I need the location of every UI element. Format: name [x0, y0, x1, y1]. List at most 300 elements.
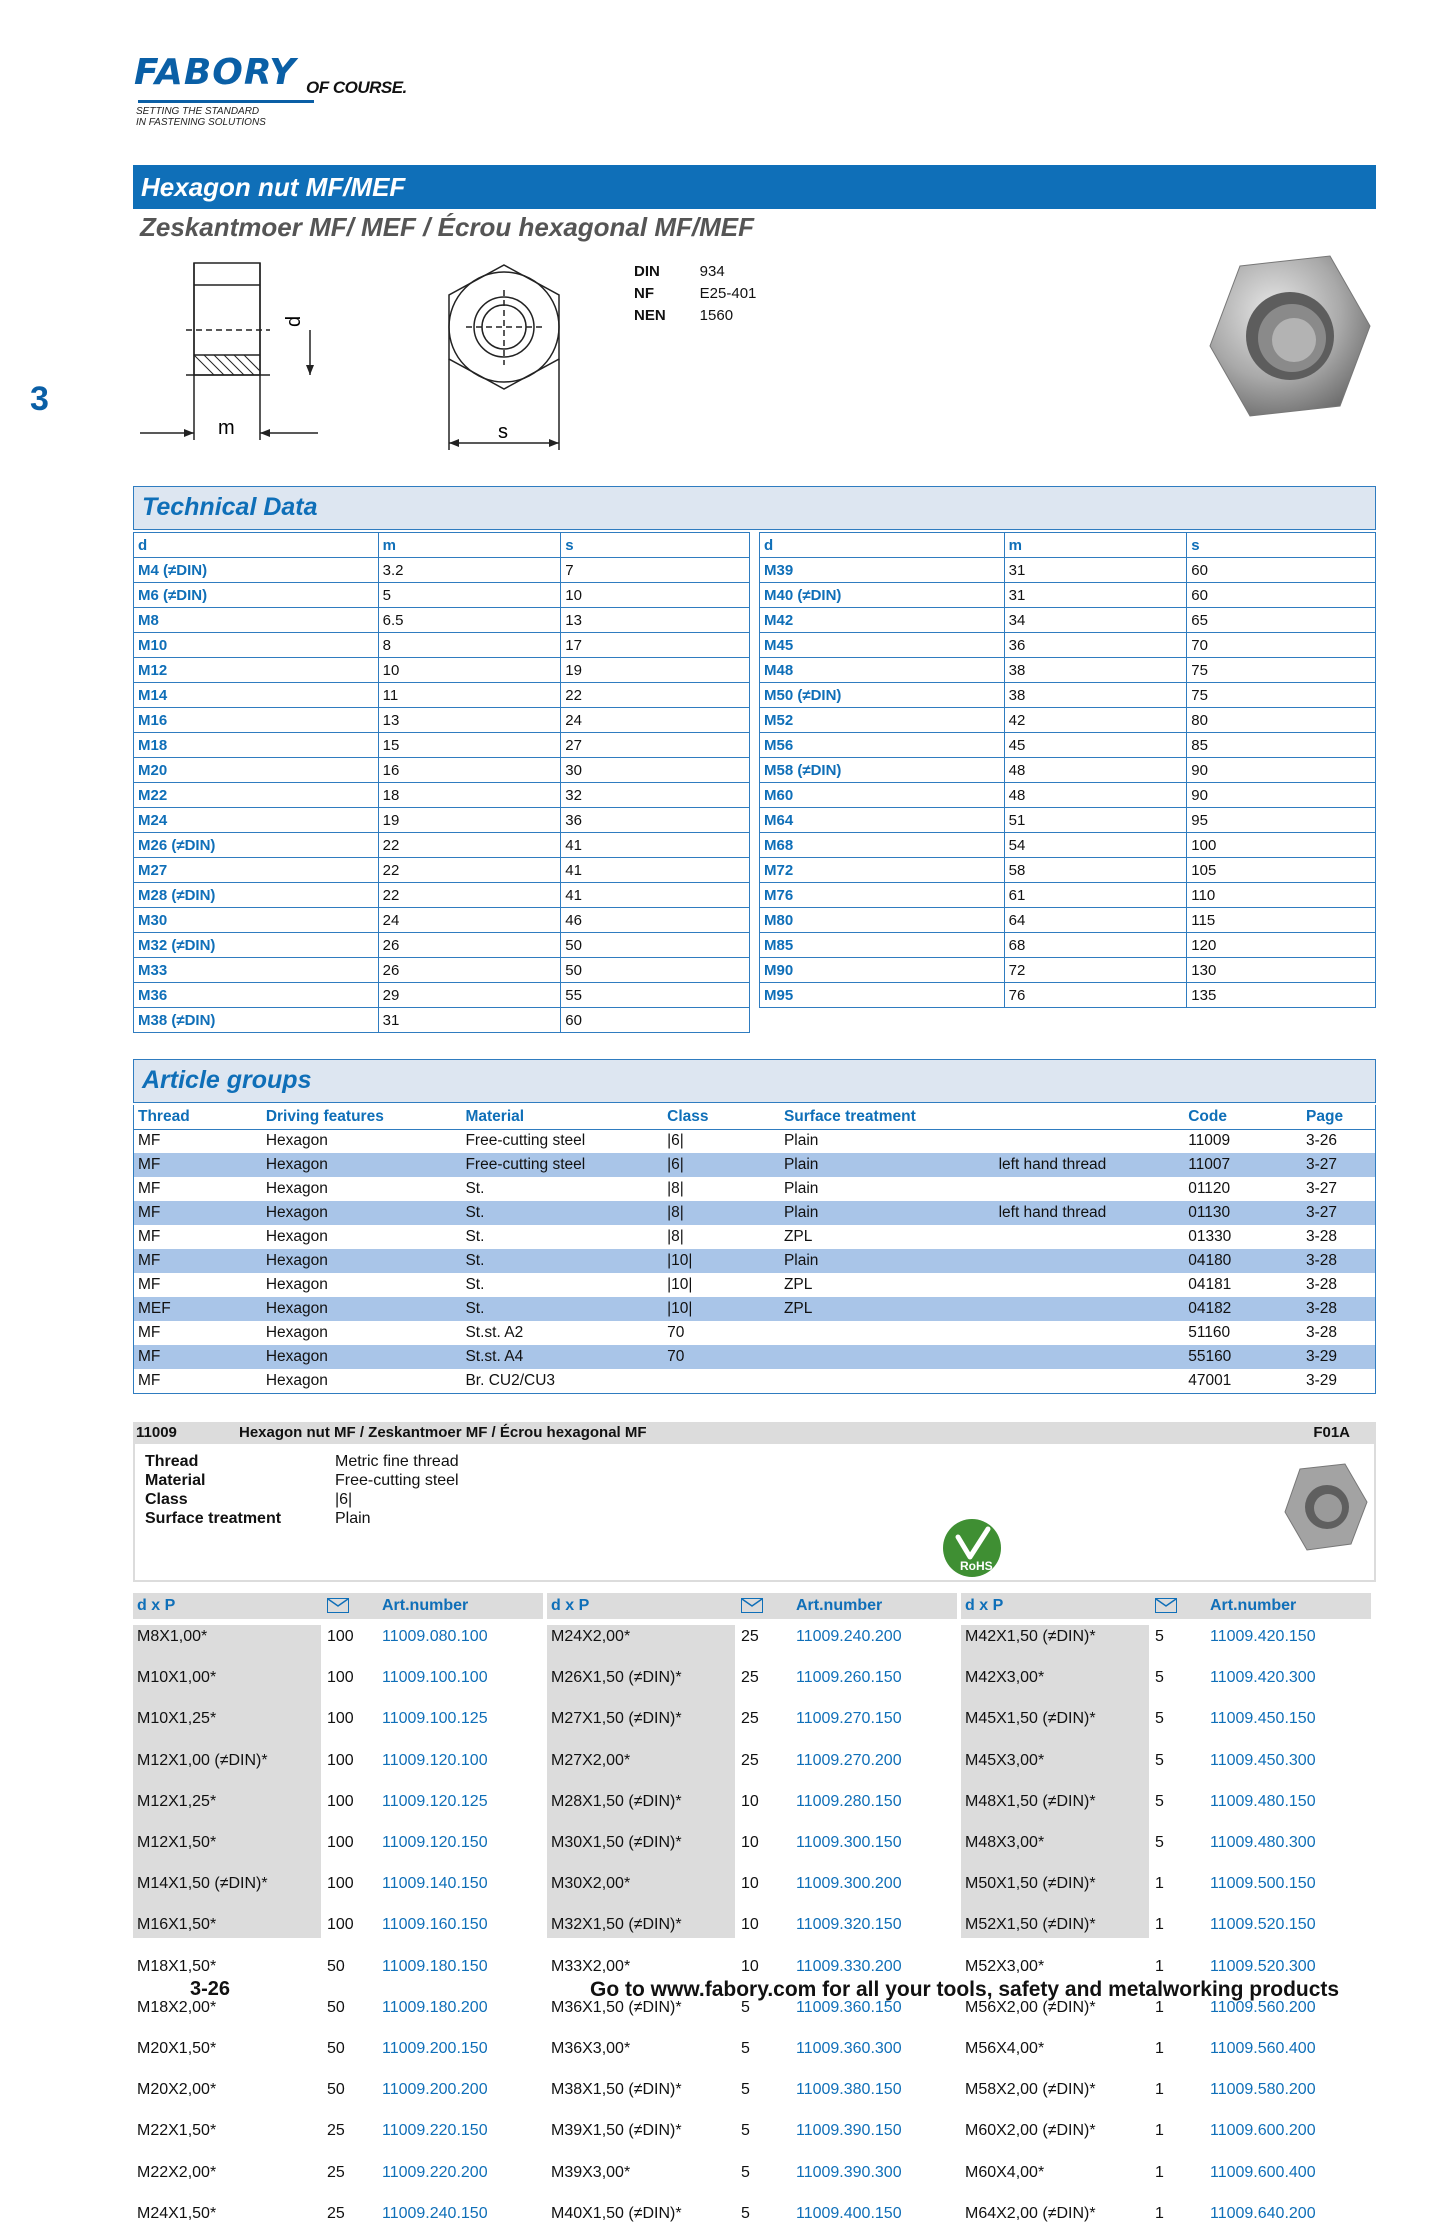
tech-cell-s: 95	[1187, 808, 1376, 833]
article-list-row[interactable]	[133, 1709, 543, 1730]
art-number-header: Art.number	[796, 1597, 883, 1614]
art-number-link[interactable]: 11009.520.150	[1210, 1916, 1316, 1934]
article-group-cell: 11009	[1188, 1132, 1231, 1150]
art-number-link[interactable]: 11009.450.300	[1210, 1751, 1316, 1769]
quantity-value: 1	[1155, 2204, 1164, 2222]
art-number-link[interactable]: 11009.640.200	[1210, 2204, 1316, 2222]
art-number-link[interactable]: 11009.500.150	[1210, 1875, 1316, 1893]
article-list-row[interactable]	[133, 1627, 543, 1648]
norm-key: DIN	[634, 263, 660, 280]
dxp-value: M22X1,50*	[137, 2122, 217, 2140]
art-number-link[interactable]: 11009.080.100	[382, 1628, 488, 1645]
article-group-cell: MF	[134, 1249, 262, 1273]
article-list-row[interactable]	[961, 1751, 1371, 1772]
quantity-value: 1	[1155, 2039, 1164, 2057]
tech-cell-d: M26 (≠DIN)	[134, 833, 379, 858]
quantity-value: 25	[741, 1628, 759, 1645]
article-group-cell: 3-28	[1306, 1276, 1338, 1293]
tech-cell-s: 41	[561, 858, 750, 883]
quantity-value: 100	[327, 1875, 354, 1893]
art-number-link[interactable]: 11009.360.150	[796, 1998, 902, 2016]
dxp-value: M56X4,00*	[965, 2039, 1045, 2057]
tech-column-header: d	[760, 533, 1005, 558]
tech-row	[760, 808, 1376, 833]
article-list-row[interactable]	[133, 1957, 543, 1978]
quantity-value: 100	[327, 1710, 354, 1728]
tech-row	[134, 783, 750, 808]
article-group-cell: MF	[138, 1372, 161, 1389]
logo-brand: FABORY	[134, 52, 297, 93]
article-list-row[interactable]	[961, 1792, 1371, 1813]
tech-cell-d: M30	[134, 908, 379, 933]
art-number-link[interactable]: 11009.270.200	[796, 1751, 902, 1769]
article-group-cell: Hexagon	[265, 1324, 328, 1341]
article-list-row[interactable]	[133, 1874, 543, 1895]
art-number-link[interactable]: 11009.420.150	[1210, 1628, 1316, 1645]
tech-cell-s: 13	[561, 608, 750, 633]
spec-value: Plain	[335, 1510, 371, 1527]
art-number-link[interactable]: 11009.160.150	[382, 1916, 488, 1934]
article-group-row[interactable]	[134, 1249, 1375, 1273]
art-number-link[interactable]: 11009.220.200	[382, 2163, 488, 2181]
tech-cell-d: M42	[760, 608, 1005, 633]
art-number-link[interactable]: 11009.380.150	[796, 2081, 902, 2099]
tech-cell-d: M24	[134, 808, 379, 833]
tech-row	[760, 758, 1376, 783]
tech-cell-m: 31	[1004, 583, 1187, 608]
art-number-link[interactable]: 11009.120.100	[382, 1751, 488, 1769]
tech-cell-s: 22	[561, 683, 750, 708]
article-list-row[interactable]	[961, 1627, 1371, 1648]
dxp-header: d x P	[137, 1597, 176, 1614]
art-number-link[interactable]: 11009.260.150	[796, 1669, 902, 1687]
article-group-cell: MF	[138, 1324, 161, 1341]
tech-cell-m: 16	[378, 758, 561, 783]
article-group-cell: |8|	[663, 1201, 780, 1225]
tech-cell-d: M50 (≠DIN)	[760, 683, 1005, 708]
article-group-cell: St.	[465, 1180, 485, 1197]
quantity-value: 100	[327, 1833, 354, 1851]
article-list-row[interactable]	[547, 1709, 957, 1730]
article-list-row[interactable]	[547, 1668, 957, 1689]
article-group-cell	[995, 1129, 1185, 1153]
article-list-row[interactable]	[133, 1792, 543, 1813]
quantity-value: 5	[1155, 1751, 1164, 1769]
article-group-cell: Hexagon	[262, 1345, 462, 1369]
article-list-row[interactable]	[547, 1915, 957, 1936]
tech-cell-m: 45	[1004, 733, 1187, 758]
tech-cell-d: M27	[134, 858, 379, 883]
article-list-row[interactable]	[547, 1792, 957, 1813]
article-group-cell: |8|	[667, 1180, 684, 1197]
art-number-link[interactable]: 11009.400.150	[796, 2204, 902, 2222]
technical-data-table-right	[759, 532, 1376, 1008]
article-groups-title: Article groups	[142, 1066, 312, 1094]
dxp-value: M16X1,50*	[137, 1916, 217, 1934]
spec-value: Free-cutting steel	[335, 1472, 459, 1489]
art-number-link[interactable]: 11009.560.200	[1210, 1998, 1316, 2016]
dxp-value: M56X2,00 (≠DIN)*	[965, 1998, 1096, 2016]
tech-row	[134, 583, 750, 608]
tech-cell-d: M12	[134, 658, 379, 683]
rohs-label: RoHS	[960, 1559, 993, 1573]
tech-cell-m: 31	[1004, 558, 1187, 583]
tech-cell-s: 75	[1187, 658, 1376, 683]
quantity-value: 5	[1155, 1628, 1164, 1645]
art-number-link[interactable]: 11009.200.200	[382, 2081, 488, 2099]
art-number-link[interactable]: 11009.180.150	[382, 1957, 488, 1975]
art-number-link[interactable]: 11009.330.200	[796, 1957, 902, 1975]
article-list-row[interactable]	[133, 2121, 543, 2142]
article-list-row[interactable]	[547, 2121, 957, 2142]
article-list-row[interactable]	[547, 2080, 957, 2101]
art-number-link[interactable]: 11009.390.150	[796, 2122, 902, 2140]
hex-nut-photo	[1180, 238, 1380, 458]
article-list-row[interactable]	[961, 1833, 1371, 1854]
dxp-value: M39X1,50 (≠DIN)*	[551, 2122, 682, 2140]
tech-cell-d: M80	[760, 908, 1005, 933]
art-number-link[interactable]: 11009.520.300	[1210, 1957, 1316, 1975]
article-group-cell: 3-28	[1302, 1249, 1375, 1273]
art-number-link[interactable]: 11009.320.150	[796, 1916, 902, 1934]
norm-row	[634, 284, 788, 304]
article-list-row[interactable]	[961, 2039, 1371, 2060]
art-number-link[interactable]: 11009.480.300	[1210, 1833, 1316, 1851]
article-group-cell: St.	[461, 1297, 663, 1321]
tech-cell-s: 130	[1187, 958, 1376, 983]
tech-cell-s: 120	[1187, 933, 1376, 958]
article-list-row[interactable]	[547, 1957, 957, 1978]
tech-cell-s: 17	[561, 633, 750, 658]
article-group-cell: 70	[663, 1345, 780, 1369]
art-number-link[interactable]: 11009.280.150	[796, 1792, 902, 1810]
dxp-value: M48X3,00*	[965, 1833, 1045, 1851]
tech-header-row	[760, 533, 1376, 558]
chapter-number: 3	[30, 380, 49, 418]
article-list-row[interactable]	[133, 1751, 543, 1772]
dxp-value: M30X2,00*	[551, 1875, 631, 1893]
tech-cell-m: 36	[1004, 633, 1187, 658]
spec-key: Surface treatment	[145, 1510, 282, 1527]
spec-row	[145, 1452, 459, 1471]
footer-text: Go to www.fabory.com for all your tools, safety and metalworking products	[590, 1978, 1340, 2001]
dxp-value: M42X3,00*	[965, 1669, 1045, 1687]
article-group-cell: 11007	[1184, 1153, 1302, 1177]
article-list-row[interactable]	[547, 1751, 957, 1772]
dxp-value: M50X1,50 (≠DIN)*	[965, 1875, 1096, 1893]
drawing-label-m: m	[218, 417, 235, 439]
tech-cell-d: M48	[760, 658, 1005, 683]
tech-cell-s: 7	[561, 558, 750, 583]
dxp-value: M18X1,50*	[137, 1957, 217, 1975]
art-number-link[interactable]: 11009.270.150	[796, 1710, 902, 1728]
tech-column-header: s	[1187, 533, 1376, 558]
dxp-value: M64X2,00 (≠DIN)*	[965, 2204, 1096, 2222]
article-list-row[interactable]	[133, 2039, 543, 2060]
tech-cell-m: 38	[1004, 658, 1187, 683]
tech-cell-d: M20	[134, 758, 379, 783]
tech-cell-s: 75	[1187, 683, 1376, 708]
article-list-row[interactable]	[961, 1668, 1371, 1689]
article-group-cell: left hand thread	[995, 1153, 1185, 1177]
article-group-cell: Hexagon	[265, 1228, 328, 1245]
article-list-row[interactable]	[133, 2080, 543, 2101]
article-group-cell: 3-29	[1302, 1345, 1375, 1369]
quantity-value: 1	[1155, 1998, 1164, 2016]
article-group-cell: 3-29	[1306, 1372, 1338, 1389]
article-group-row[interactable]	[134, 1369, 1375, 1393]
tech-row	[760, 883, 1376, 908]
article-group-cell: St.st. A2	[465, 1324, 524, 1341]
article-group-cell: Plain	[783, 1132, 819, 1150]
tech-column-header: m	[378, 533, 561, 558]
tech-cell-m: 29	[378, 983, 561, 1008]
art-number-link[interactable]: 11009.220.150	[382, 2122, 488, 2140]
article-group-cell: 3-26	[1306, 1132, 1338, 1150]
dxp-value: M52X1,50 (≠DIN)*	[965, 1916, 1096, 1934]
quantity-value: 10	[741, 1916, 759, 1934]
article-group-cell: |6|	[663, 1153, 780, 1177]
article-group-cell	[995, 1345, 1185, 1369]
art-number-link[interactable]: 11009.560.400	[1210, 2039, 1316, 2057]
article-list-row[interactable]	[133, 1833, 543, 1854]
article-group-row[interactable]	[134, 1129, 1375, 1153]
article-group-cell: MF	[138, 1228, 161, 1245]
tech-row	[760, 933, 1376, 958]
article-group-cell: 01120	[1188, 1180, 1231, 1197]
article-group-cell: 70	[667, 1324, 685, 1341]
art-number-link[interactable]: 11009.100.125	[382, 1710, 488, 1728]
dxp-value: M10X1,00*	[137, 1669, 217, 1687]
art-number-link[interactable]: 11009.120.150	[382, 1833, 488, 1851]
art-number-link[interactable]: 11009.240.200	[796, 1628, 902, 1645]
article-list-row[interactable]	[547, 2204, 957, 2224]
tech-row	[134, 558, 750, 583]
article-list-row[interactable]	[961, 1874, 1371, 1895]
quantity-value: 100	[327, 1792, 354, 1810]
tech-cell-m: 64	[1004, 908, 1187, 933]
tech-row	[134, 858, 750, 883]
article-group-cell: Br. CU2/CU3	[465, 1372, 556, 1389]
article-list-row[interactable]	[133, 2204, 543, 2224]
tech-cell-m: 8	[378, 633, 561, 658]
tech-row	[134, 683, 750, 708]
tech-row	[760, 983, 1376, 1008]
article-list-row[interactable]	[961, 1957, 1371, 1978]
quantity-value: 25	[327, 2122, 345, 2140]
art-number-link[interactable]: 11009.390.300	[796, 2163, 902, 2181]
article-list-row[interactable]	[133, 2163, 543, 2184]
article-list-row[interactable]	[547, 1833, 957, 1854]
article-group-cell: MF	[138, 1180, 161, 1197]
spec-value: |6|	[335, 1491, 353, 1508]
art-number-link[interactable]: 11009.450.150	[1210, 1710, 1316, 1728]
dxp-value: M20X1,50*	[137, 2039, 217, 2057]
logo-tagline-1: SETTING THE STANDARD	[136, 106, 260, 117]
quantity-value: 100	[327, 1669, 354, 1687]
dxp-value: M26X1,50 (≠DIN)*	[551, 1669, 682, 1687]
article-group-cell: MF	[138, 1132, 161, 1150]
tech-cell-d: M38 (≠DIN)	[134, 1008, 379, 1033]
tech-cell-m: 15	[378, 733, 561, 758]
article-list-row[interactable]	[547, 2039, 957, 2060]
article-group-cell: 04180	[1184, 1249, 1302, 1273]
art-number-link[interactable]: 11009.300.150	[796, 1833, 902, 1851]
tech-cell-s: 70	[1187, 633, 1376, 658]
article-list-column	[547, 1593, 957, 2222]
tech-cell-s: 27	[561, 733, 750, 758]
dxp-value: M60X2,00 (≠DIN)*	[965, 2122, 1096, 2140]
article-list-row[interactable]	[961, 1709, 1371, 1730]
article-group-row[interactable]	[134, 1177, 1375, 1201]
spec-key: Material	[145, 1472, 206, 1489]
tech-cell-d: M32 (≠DIN)	[134, 933, 379, 958]
dxp-value: M27X1,50 (≠DIN)*	[551, 1710, 682, 1728]
tech-cell-m: 3.2	[378, 558, 561, 583]
tech-cell-d: M95	[760, 983, 1005, 1008]
logo-tagline-2: IN FASTENING SOLUTIONS	[136, 117, 266, 128]
dxp-value: M24X1,50*	[137, 2204, 217, 2222]
tech-cell-d: M39	[760, 558, 1005, 583]
article-group-row[interactable]	[134, 1297, 1375, 1321]
drawing-label-d: d	[283, 315, 305, 327]
norm-value: E25-401	[699, 285, 757, 302]
tech-cell-m: 22	[378, 883, 561, 908]
dxp-value: M48X1,50 (≠DIN)*	[965, 1792, 1096, 1810]
article-list-row[interactable]	[547, 1627, 957, 1648]
art-number-link[interactable]: 11009.600.400	[1210, 2163, 1316, 2181]
tech-cell-m: 48	[1004, 758, 1187, 783]
quantity-value: 100	[327, 1628, 354, 1645]
tech-row	[760, 683, 1376, 708]
tech-cell-s: 90	[1187, 758, 1376, 783]
tech-cell-m: 22	[378, 858, 561, 883]
dxp-value: M8X1,00*	[137, 1628, 208, 1645]
tech-cell-d: M85	[760, 933, 1005, 958]
dxp-value: M14X1,50 (≠DIN)*	[137, 1875, 268, 1893]
tech-cell-d: M76	[760, 883, 1005, 908]
tech-row	[134, 833, 750, 858]
tech-row	[760, 733, 1376, 758]
article-group-row[interactable]	[134, 1201, 1375, 1225]
article-group-cell: ZPL	[783, 1228, 813, 1245]
art-number-link[interactable]: 11009.360.300	[796, 2039, 902, 2057]
article-groups-column-header: Code	[1184, 1105, 1302, 1129]
article-group-row[interactable]	[134, 1321, 1375, 1345]
article-group-cell: Hexagon	[265, 1132, 328, 1150]
tech-cell-s: 135	[1187, 983, 1376, 1008]
article-list-row[interactable]	[961, 2080, 1371, 2101]
article-group-cell: 04182	[1184, 1297, 1302, 1321]
article-group-cell: |10|	[663, 1297, 780, 1321]
side-view-drawing	[130, 255, 330, 465]
article-group-cell: ZPL	[780, 1297, 995, 1321]
tech-row	[760, 608, 1376, 633]
dxp-value: M30X1,50 (≠DIN)*	[551, 1833, 682, 1851]
title-band	[133, 165, 1376, 209]
tech-cell-s: 80	[1187, 708, 1376, 733]
quantity-value: 1	[1155, 1875, 1164, 1893]
article-groups-column-header: Driving features	[262, 1105, 462, 1129]
drawing-label-s: s	[498, 421, 508, 443]
tech-cell-m: 34	[1004, 608, 1187, 633]
art-number-link[interactable]: 11009.580.200	[1210, 2081, 1316, 2099]
tech-row	[134, 808, 750, 833]
article-group-row[interactable]	[134, 1153, 1375, 1177]
tech-cell-s: 41	[561, 833, 750, 858]
art-number-link[interactable]: 11009.200.150	[382, 2039, 488, 2057]
tech-cell-s: 36	[561, 808, 750, 833]
article-group-cell: |10|	[667, 1276, 693, 1293]
article-list-row[interactable]	[961, 1915, 1371, 1936]
article-group-cell: St.	[465, 1276, 485, 1293]
norm-key: NEN	[634, 307, 666, 324]
tech-cell-m: 38	[1004, 683, 1187, 708]
tech-cell-d: M52	[760, 708, 1005, 733]
article-group-cell: 3-27	[1302, 1201, 1375, 1225]
norm-row	[634, 306, 788, 326]
article-group-cell: Hexagon	[262, 1201, 462, 1225]
article-list-row[interactable]	[961, 2163, 1371, 2184]
article-list-row[interactable]	[547, 2163, 957, 2184]
art-number-link[interactable]: 11009.180.200	[382, 1998, 488, 2016]
article-group-cell	[780, 1345, 995, 1369]
tech-row	[134, 983, 750, 1008]
art-number-link[interactable]: 11009.300.200	[796, 1875, 902, 1893]
article-group-cell: St.	[461, 1249, 663, 1273]
art-number-link[interactable]: 11009.100.100	[382, 1669, 488, 1687]
tech-cell-s: 41	[561, 883, 750, 908]
tech-row	[760, 908, 1376, 933]
article-group-cell: 3-28	[1306, 1324, 1338, 1341]
tech-cell-m: 22	[378, 833, 561, 858]
quantity-value: 1	[1155, 2081, 1164, 2099]
tech-row	[134, 633, 750, 658]
article-group-cell: 01130	[1184, 1201, 1302, 1225]
article-list-header	[961, 1593, 1371, 1619]
article-group-row[interactable]	[134, 1225, 1375, 1249]
tech-cell-s: 60	[561, 1008, 750, 1033]
article-list-row[interactable]	[133, 1668, 543, 1689]
article-list-row[interactable]	[961, 2121, 1371, 2142]
article-groups-column-header: Surface treatment	[780, 1105, 995, 1129]
art-number-link[interactable]: 11009.120.125	[382, 1792, 488, 1810]
tech-cell-d: M60	[760, 783, 1005, 808]
dxp-value: M38X1,50 (≠DIN)*	[551, 2081, 682, 2099]
art-number-header: Art.number	[1210, 1597, 1297, 1614]
article-list-row[interactable]	[133, 1915, 543, 1936]
art-number-link[interactable]: 11009.480.150	[1210, 1792, 1316, 1810]
article-groups-column-header: Page	[1302, 1105, 1375, 1129]
art-number-link[interactable]: 11009.420.300	[1210, 1669, 1316, 1687]
rohs-badge	[940, 1517, 1006, 1579]
tech-column-header: m	[1004, 533, 1187, 558]
art-number-link[interactable]: 11009.240.150	[382, 2204, 488, 2222]
dxp-value: M20X2,00*	[137, 2081, 217, 2099]
art-number-link[interactable]: 11009.600.200	[1210, 2122, 1316, 2140]
article-groups-header	[133, 1059, 1376, 1103]
art-number-link[interactable]: 11009.140.150	[382, 1875, 488, 1893]
article-group-cell: Free-cutting steel	[461, 1153, 663, 1177]
tech-cell-m: 13	[378, 708, 561, 733]
article-list-row[interactable]	[547, 1874, 957, 1895]
article-list-row[interactable]	[961, 2204, 1371, 2224]
tech-row	[760, 833, 1376, 858]
tech-cell-d: M72	[760, 858, 1005, 883]
article-group-row[interactable]	[134, 1345, 1375, 1369]
product-box	[133, 1444, 1376, 1582]
article-group-row[interactable]	[134, 1273, 1375, 1297]
